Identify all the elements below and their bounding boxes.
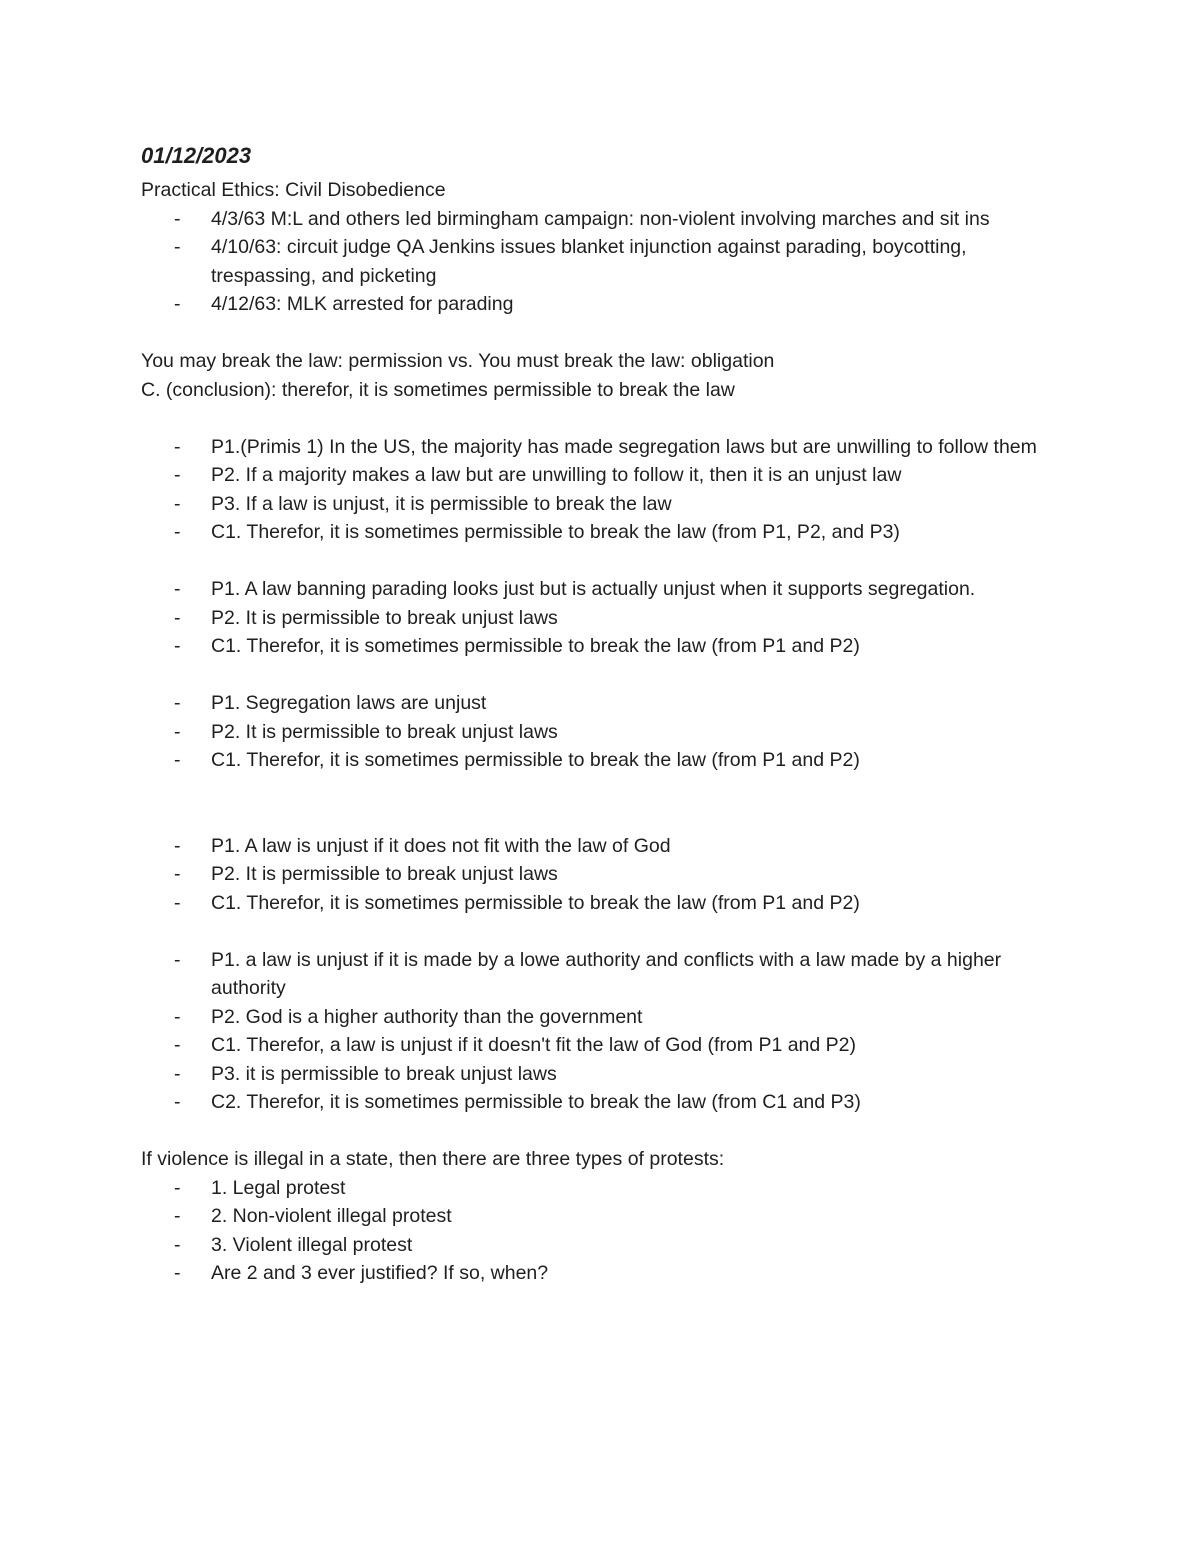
dash-bullet: - (174, 834, 181, 857)
document-page (141, 140, 1071, 1288)
dash-bullet: - (174, 1233, 181, 1256)
list-item-text: 4/12/63: MLK arrested for parading (211, 293, 514, 315)
list-item-text: P2. It is permissible to break unjust laws (211, 720, 558, 743)
argument-list-2 (141, 575, 1071, 661)
list-item (141, 632, 1071, 661)
list-item (141, 746, 1071, 775)
dash-bullet: - (174, 606, 181, 629)
dash-bullet: - (174, 635, 181, 657)
list-item-text: P2. It is permissible to break unjust laws (211, 606, 558, 629)
dash-bullet: - (174, 1005, 181, 1028)
list-item-text: C2. Therefor, it is sometimes permissible to break the law (from C1 and P3) (211, 1091, 861, 1113)
dash-bullet: - (174, 692, 181, 714)
list-item-text: 3. Violent illegal protest (211, 1233, 413, 1256)
list-item (141, 518, 1071, 547)
conclusion-line: C. (conclusion): therefor, it is sometimes permissible to break the law (141, 378, 735, 401)
permission-line: You may break the law: permission vs. You must break the law: obligation (141, 350, 775, 372)
dash-bullet: - (174, 207, 181, 230)
argument-list-3 (141, 689, 1071, 775)
spacer (141, 661, 1071, 690)
list-item (141, 1231, 1071, 1260)
dash-bullet: - (174, 1062, 181, 1085)
dash-bullet: - (174, 948, 181, 971)
list-item (141, 575, 1071, 604)
list-item (141, 604, 1071, 633)
spacer (141, 404, 1071, 433)
list-item-text: C1. Therefor, it is sometimes permissible to break the law (from P1 and P2) (211, 749, 860, 771)
list-item (141, 1003, 1071, 1032)
list-item-text: 1. Legal protest (211, 1176, 346, 1199)
list-item-text: P2. It is permissible to break unjust laws (211, 863, 558, 885)
protest-list (141, 1174, 1071, 1288)
list-item (141, 1174, 1071, 1203)
spacer (141, 775, 1071, 832)
list-item (141, 490, 1071, 519)
dash-bullet: - (174, 863, 181, 885)
list-item (141, 689, 1071, 718)
dash-bullet: - (174, 293, 181, 315)
argument-list-4 (141, 832, 1071, 918)
list-item (141, 1202, 1071, 1231)
list-item (141, 290, 1071, 319)
list-item-text: P2. God is a higher authority than the government (211, 1005, 643, 1028)
list-item (141, 461, 1071, 490)
list-item (141, 832, 1071, 861)
list-item (141, 946, 1071, 1003)
dash-bullet: - (174, 236, 181, 258)
list-item (141, 433, 1071, 462)
dash-bullet: - (174, 1034, 181, 1056)
dash-bullet: - (174, 1205, 181, 1227)
timeline-list (141, 205, 1071, 319)
list-item (141, 889, 1071, 918)
list-item-text: 4/3/63 M:L and others led birmingham campaign: non-violent involving marches and sit ins (211, 207, 990, 230)
spacer (141, 1117, 1071, 1146)
list-item-text: Are 2 and 3 ever justified? If so, when? (211, 1262, 549, 1284)
list-item (141, 1259, 1071, 1288)
list-item-text: C1. Therefor, it is sometimes permissible to break the law (from P1, P2, and P3) (211, 521, 900, 543)
argument-list-1 (141, 433, 1071, 547)
list-item-text: P1. a law is unjust if it is made by a lowe authority and conflicts with a law made by a higher authority (211, 948, 1002, 999)
list-item (141, 233, 1071, 290)
list-item (141, 1088, 1071, 1117)
document-date: 01/12/2023 (141, 143, 252, 168)
dash-bullet: - (174, 1091, 181, 1113)
dash-bullet: - (174, 464, 181, 486)
dash-bullet: - (174, 578, 181, 600)
list-item-text: P2. If a majority makes a law but are unwilling to follow it, then it is an unjust law (211, 464, 902, 486)
dash-bullet: - (174, 749, 181, 771)
list-item-text: 4/10/63: circuit judge QA Jenkins issues blanket injunction against parading, boycotting, trespassing, and picketing (211, 236, 967, 287)
list-item-text: C1. Therefor, it is sometimes permissible to break the law (from P1 and P2) (211, 891, 860, 914)
spacer (141, 917, 1071, 946)
list-item-text: P3. it is permissible to break unjust laws (211, 1062, 557, 1085)
list-item (141, 860, 1071, 889)
list-item-text: C1. Therefor, it is sometimes permissible to break the law (from P1 and P2) (211, 635, 860, 657)
list-item (141, 718, 1071, 747)
list-item-text: P1. A law banning parading looks just but is actually unjust when it supports segregation. (211, 578, 976, 600)
list-item (141, 1031, 1071, 1060)
list-item-text: P1.(Primis 1) In the US, the majority has made segregation laws but are unwilling to follow them (211, 435, 1037, 458)
protest-intro: If violence is illegal in a state, then there are three types of protests: (141, 1148, 725, 1170)
list-item (141, 205, 1071, 234)
list-item (141, 1060, 1071, 1089)
dash-bullet: - (174, 521, 181, 543)
list-item-text: P3. If a law is unjust, it is permissible to break the law (211, 492, 672, 515)
list-item-text: P1. Segregation laws are unjust (211, 692, 487, 714)
dash-bullet: - (174, 720, 181, 743)
list-item-text: 2. Non-violent illegal protest (211, 1205, 452, 1227)
dash-bullet: - (174, 435, 181, 458)
spacer (141, 547, 1071, 576)
dash-bullet: - (174, 1176, 181, 1199)
document-title: Practical Ethics: Civil Disobedience (141, 179, 446, 201)
spacer (141, 319, 1071, 348)
list-item-text: P1. A law is unjust if it does not fit with the law of God (211, 834, 671, 857)
argument-list-5 (141, 946, 1071, 1117)
list-item-text: C1. Therefor, a law is unjust if it doesn't fit the law of God (from P1 and P2) (211, 1034, 857, 1056)
dash-bullet: - (174, 891, 181, 914)
dash-bullet: - (174, 492, 181, 515)
dash-bullet: - (174, 1262, 181, 1284)
